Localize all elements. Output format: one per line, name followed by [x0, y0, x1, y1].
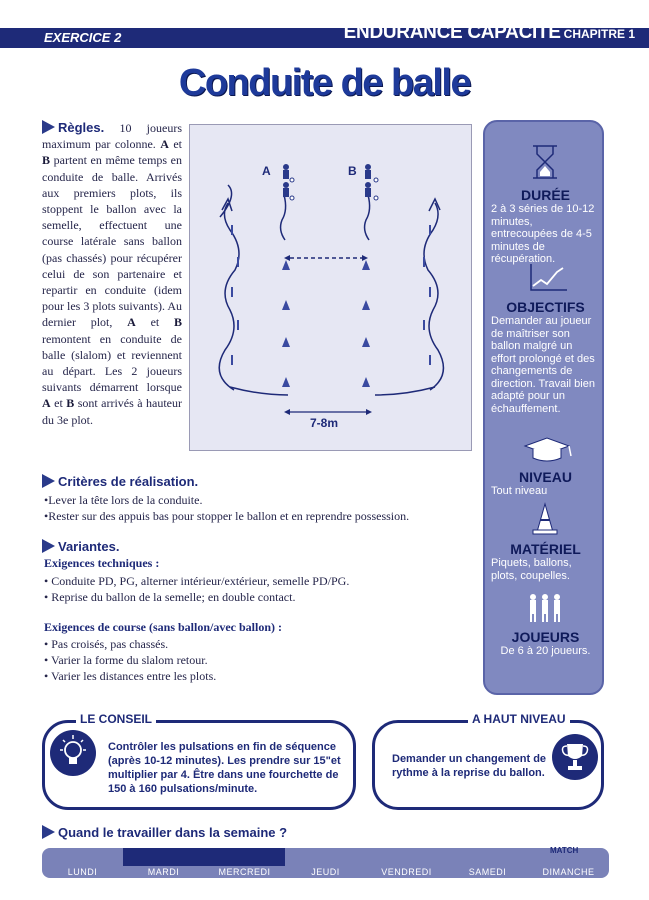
exercise-diagram: [189, 124, 472, 451]
day-mercredi: MERCREDI: [218, 867, 271, 877]
day-mardi: MARDI: [147, 867, 180, 877]
variants-heading-text: Variantes.: [58, 539, 120, 554]
right-return-path: [375, 387, 435, 395]
right-arrow-head: [429, 199, 440, 211]
haut-niveau-text: Demander un changement de rythme à la reprise du ballon.: [392, 753, 547, 779]
week-bar: [42, 843, 609, 883]
players-b: [365, 164, 378, 200]
objectifs-text: Demander au joueur de maîtriser son ballon malgré un effort prolongé et des changements de direction. Travail bien adapté pour un échauffement.: [491, 315, 595, 415]
right-slalom-path: [424, 203, 443, 390]
match-label: MATCH: [550, 846, 579, 855]
rules-part-3: partent en même temps en conduite de balle. Arrivés aux premiers plots, ils stoppent le ballon avec la semelle, effectuent une course latérale sans ballon (pas chassés) pour récupérer celui de son partenaire et repartir en conduite (idem pour les 3 plots suivants). Au dernier plot,: [42, 153, 183, 330]
players-a: [283, 164, 294, 200]
joueurs-title: JOUEURS: [511, 629, 580, 645]
joueurs-section: [485, 592, 606, 658]
day-highlight-mercredi: [204, 848, 285, 866]
materiel-section: [485, 500, 606, 582]
left-slalom-path: [219, 203, 239, 390]
materiel-title: MATÉRIEL: [510, 541, 581, 557]
materiel-text: Piquets, ballons, plots, coupelles.: [491, 557, 572, 582]
lightbulb-icon: [50, 730, 96, 776]
rules-part-1: 10 joueurs maximum par colonne.: [42, 121, 183, 152]
player-b: B: [173, 315, 182, 330]
distance-label: 7-8m: [310, 416, 339, 430]
criteria-item: •Rester sur des appuis bas pour stopper le ballon et en reprendre possession.: [44, 509, 410, 523]
variants-heading: [42, 539, 119, 554]
page-title: Conduite de balle: [178, 62, 471, 104]
rules-text: Règles. 10 joueurs maximum par colonne. A et B partent en même temps en conduite de balle. Arrivés aux premiers plots, ils stoppent le ballon avec la semelle, effectuent une course latérale sans ballon (pas chassés) pour récupérer celui de son partenaire et repartir en conduite (idem pour les 3 plots suivants). Au dernier plot, A et B remontent en conduite de balle (slalom) et reviennent au départ. Les 2 joueurs suivants démarrent lorsque A et B sont arrivés à hauteur du 3e plot.: [42, 120, 183, 427]
a-dribble-path: [281, 195, 286, 240]
criteria-list: [44, 492, 474, 524]
tech-item: • Reprise du ballon de la semelle; en double contact.: [44, 590, 296, 604]
trophy-icon: [552, 734, 598, 780]
player-a: A: [160, 137, 169, 152]
graduation-cap-icon: [485, 434, 606, 464]
conseil-label: LE CONSEIL: [76, 712, 156, 726]
chapter-label: [344, 22, 635, 44]
player-b: B: [66, 396, 75, 411]
cones-b: [362, 260, 370, 387]
week-heading: [42, 825, 287, 840]
arrow-icon: [42, 825, 55, 839]
course-item: • Varier les distances entre les plots.: [44, 669, 217, 683]
day-highlight-mardi: [123, 848, 204, 866]
day-samedi: SAMEDI: [468, 867, 507, 877]
rules-part-4: remontent en conduite de balle (slalom) et reviennent au départ. Les 2 joueurs suivants démarrent lorsque: [42, 331, 182, 395]
rising-chart-icon: [485, 260, 606, 294]
joueurs-text: De 6 à 20 joueurs.: [500, 645, 591, 657]
tech-item: • Conduite PD, PG, alterner intérieur/extérieur, semelle PD/PG.: [44, 574, 350, 588]
player-a: A: [127, 315, 136, 330]
objectifs-title: OBJECTIFS: [506, 299, 585, 315]
objectifs-section: [485, 260, 606, 415]
chapter-sub: CHAPITRE 1: [563, 27, 635, 41]
duree-title: DURÉE: [520, 187, 570, 203]
niveau-section: [485, 434, 606, 498]
left-return-path: [230, 387, 288, 395]
course-list: [44, 636, 474, 684]
duree-section: [485, 142, 606, 266]
chapter-main: ENDURANCE CAPACITÉ: [343, 22, 561, 43]
week-heading-text: Quand le travailler dans la semaine ?: [58, 825, 288, 840]
tech-list: [44, 573, 474, 605]
criteria-heading: [42, 474, 198, 489]
cones-a: [282, 260, 290, 387]
haut-niveau-label: A HAUT NIVEAU: [468, 712, 570, 726]
course-heading: Exigences de course (sans ballon/avec ballon) :: [44, 620, 283, 634]
day-dimanche: DIMANCHE: [542, 867, 595, 877]
info-sidebar: [483, 120, 604, 695]
day-lundi: LUNDI: [67, 867, 98, 877]
cone-icon: [485, 500, 606, 536]
duree-text: 2 à 3 séries de 10-12 minutes, entrecoupées de 4-5 minutes de récupération.: [491, 203, 595, 265]
niveau-text: Tout niveau: [491, 485, 548, 497]
day-vendredi: VENDREDI: [381, 867, 432, 877]
hourglass-icon: [485, 142, 606, 182]
criteria-item: •Lever la tête lors de la conduite.: [44, 493, 203, 507]
rules-heading: Règles.: [58, 120, 105, 135]
day-jeudi: JEUDI: [311, 867, 340, 877]
diagram-label-b: B: [348, 164, 357, 178]
rules-part-5: sont arrivés à hauteur du 3e plot.: [42, 396, 182, 427]
b-dribble-path: [365, 195, 370, 240]
criteria-heading-text: Critères de réalisation.: [58, 474, 199, 489]
player-a: A: [42, 396, 51, 411]
diagram-svg: [190, 125, 473, 452]
left-curve: [220, 185, 232, 217]
players-icon: [485, 592, 606, 624]
course-item: • Pas croisés, pas chassés.: [44, 637, 169, 651]
tech-heading: Exigences techniques :: [44, 556, 160, 570]
niveau-title: NIVEAU: [519, 469, 572, 485]
conseil-text: Contrôler les pulsations en fin de séquence (après 10-12 minutes). Les prendre sur 15"et multiplier par 4. Être dans une fourchette de 150 à 160 pulsations/minute.: [108, 741, 341, 795]
exercise-label: EXERCICE 2: [44, 30, 122, 45]
player-b: B: [42, 153, 51, 168]
slalom-sticks: [232, 225, 430, 365]
arrow-icon: [42, 539, 55, 553]
rules-and: et: [173, 137, 182, 152]
diagram-label-a: A: [262, 164, 271, 178]
course-item: • Varier la forme du slalom retour.: [44, 653, 208, 667]
arrow-icon: [42, 120, 55, 134]
arrow-icon: [42, 474, 55, 488]
